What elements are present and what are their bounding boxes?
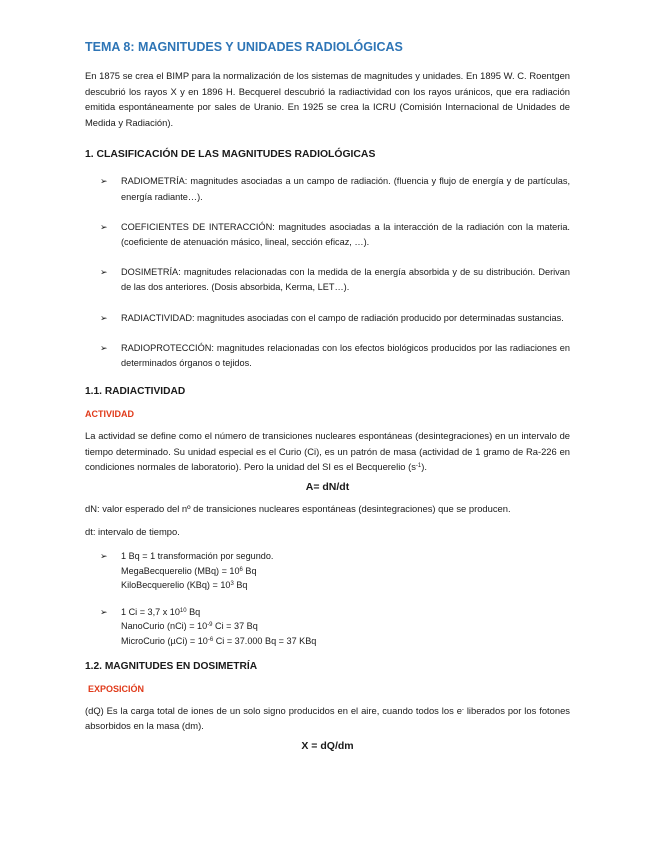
ci-units-item: ➢ 1 Ci = 3,7 x $10^{10}$ Bq NanoCurio $(nCi) = 10^{-9}$ Ci = 37 Bq MicroCurio $(\mu Ci) = 10^{-6}$ Ci = 37.000 Bq = 37 KBq (100, 606, 317, 646)
section-1-heading: 1. CLASIFICACIÓN DE LAS MAGNITUDES RADIOLÓGICAS (85, 149, 376, 161)
dn-definition: dN: valor esperado del nº de transiciones nucleares espontáneas (desintegraciones) que se producen. (85, 502, 511, 514)
arrow-bullet-icon: ➢ (100, 550, 108, 561)
activity-formula: A= dN/dt (305, 480, 350, 493)
actividad-paragraph: La actividad se define como el número de transiciones nucleares espontáneas (desintegraciones) en un intervalo de tiempo determinado. Su unidad especial es el Curio (Ci), es un patrón de masa (actividad de 1 gramo de Ra-226 en condiciones normales de laboratorio). Pero la unidad del SI es el Becquerelio $(s^{-1})$. (85, 430, 570, 473)
section-1-2-heading: 1.2. MAGNITUDES EN DOSIMETRÍA (85, 660, 258, 672)
document-page (85, 40, 570, 760)
actividad-label: ACTIVIDAD (85, 409, 134, 420)
arrow-bullet-icon: ➢ (100, 221, 108, 232)
intro-paragraph: En 1875 se crea el BIMP para la normalización de los sistemas de magnitudes y unidades. En 1895 W. C. Roentgen descubrió los rayos X y en 1896 H. Becquerel descubrió la radiactividad con los rayos uránicos, que era radiación emitida espontáneamente por sales de Uranio. En 1925 se crea la ICRU (Comisión Internacional de Unidades de Medida y Radiación). (85, 70, 570, 128)
section-1-1-heading: 1.1. RADIACTIVIDAD (85, 386, 186, 398)
list-item: ➢ RADIACTIVIDAD: magnitudes asociadas con el campo de radiación producido por determinadas sustancias. (85, 311, 570, 326)
arrow-bullet-icon: ➢ (100, 267, 108, 278)
document-title: TEMA 8: MAGNITUDES Y UNIDADES RADIOLÓGICAS (85, 40, 403, 54)
bq-units-item: ➢ 1 Bq = 1 transformación por segundo. MegaBecquerelio $(MBq) = 10^6$ Bq KiloBecquerelio $(KBq) = 10^3$ Bq (100, 550, 274, 591)
units-list (85, 549, 570, 649)
dt-definition: dt: intervalo de tiempo. (85, 525, 180, 537)
list-item: ➢ COEFICIENTES DE INTERACCIÓN: magnitudes asociadas a la interacción de la radiación con la materia. (coeficiente de atenuación másico, lineal, sección eficaz, …). (100, 221, 570, 247)
classification-list (85, 174, 570, 371)
arrow-bullet-icon: ➢ (100, 606, 108, 617)
list-item: ➢ RADIOPROTECCIÓN: magnitudes relacionadas con los efectos biológicos producidos por las radiaciones en determinados órganos o tejidos. (100, 342, 570, 368)
exposure-formula: X = dQ/dm (301, 739, 354, 752)
arrow-bullet-icon: ➢ (100, 312, 108, 323)
list-item: ➢ DOSIMETRÍA: magnitudes relacionadas con la medida de la energía absorbida y de su distribución. Derivan de las dos anteriores. (Dosis absorbida, Kerma, LET…). (100, 267, 570, 293)
exposicion-paragraph: (dQ) Es la carga total de iones de un solo signo producidos en el aire, cuando todos los e- liberados por los fotones absorbidos en la masa (dm). (85, 704, 570, 732)
list-item: ➢ RADIOMETRÍA: magnitudes asociadas a un campo de radiación. (fluencia y flujo de energía y de partículas, energía radiante…). (100, 176, 570, 202)
arrow-bullet-icon: ➢ (100, 342, 108, 353)
exposicion-label: EXPOSICIÓN (88, 683, 145, 694)
arrow-bullet-icon: ➢ (100, 176, 108, 187)
